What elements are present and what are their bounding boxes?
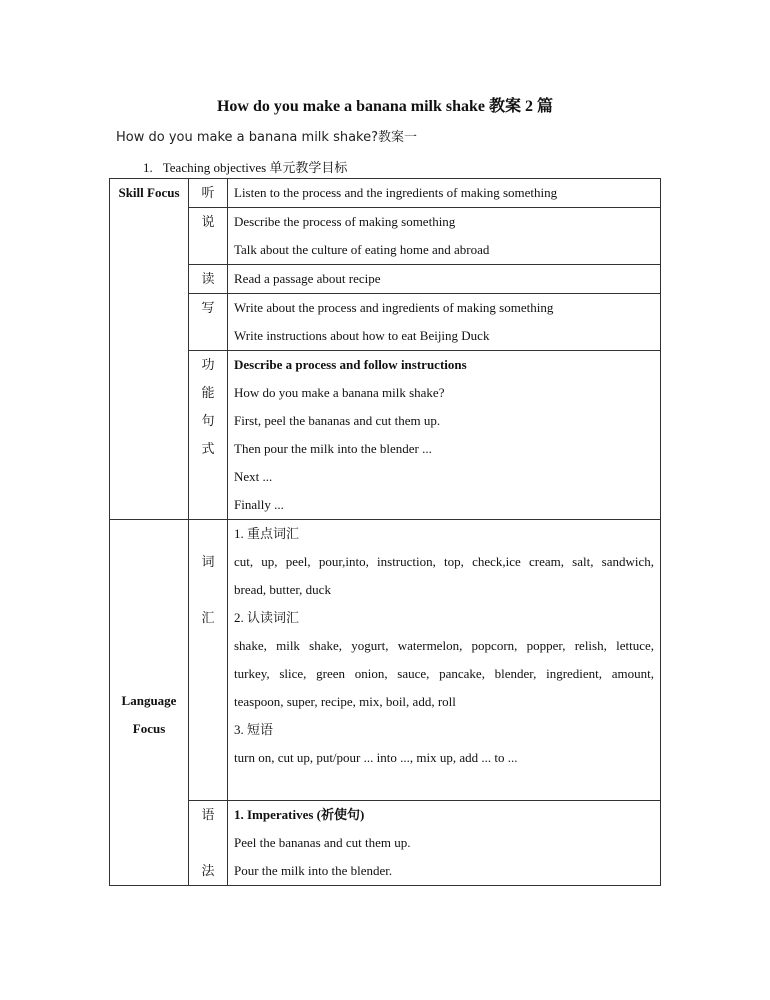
skill-char: 句: [201, 413, 215, 428]
section-number: 1.: [143, 160, 153, 175]
skill-content-cell: [228, 351, 661, 520]
skill-char: 听: [201, 185, 215, 200]
section-heading: [143, 157, 347, 176]
content-line: Write instructions about how to eat Beijing Duck: [234, 328, 490, 343]
content-line: Pour the milk into the blender.: [234, 863, 393, 878]
content-line: Write about the process and ingredients of making something: [234, 300, 554, 315]
vocab-char-cell: [189, 520, 228, 801]
content-line: Read a passage about recipe: [234, 271, 381, 286]
content-line: Next ...: [234, 469, 273, 484]
content-line: teaspoon, super, recipe, mix, boil, add, roll: [234, 694, 456, 709]
language-focus-label: Language: [121, 693, 177, 708]
content-line: Describe the process of making something: [234, 214, 456, 229]
skill-char-cell: [189, 294, 228, 351]
vocab-char: 汇: [201, 610, 215, 625]
skill-content-cell: [228, 265, 661, 294]
skill-char-cell: [189, 265, 228, 294]
spacer: [189, 576, 227, 604]
skill-char: 说: [201, 214, 215, 229]
table-row: [110, 265, 661, 294]
section-label: Teaching objectives 单元教学目标: [162, 160, 348, 175]
content-line: Listen to the process and the ingredients of making something: [234, 185, 558, 200]
vocab-content-cell: [228, 520, 661, 801]
skill-content-cell: [228, 294, 661, 351]
document-subtitle: How do you make a banana milk shake?教案一: [116, 130, 418, 145]
skill-content-cell: [228, 208, 661, 265]
content-line: How do you make a banana milk shake?: [234, 385, 445, 400]
grammar-char-cell: [189, 801, 228, 886]
content-line: 3. 短语: [234, 722, 274, 737]
skill-char-cell: [189, 351, 228, 520]
vocab-char: 词: [201, 554, 215, 569]
content-line: Describe a process and follow instructions: [234, 357, 467, 372]
grammar-char: 法: [201, 863, 215, 878]
content-line: Then pour the milk into the blender ...: [234, 441, 432, 456]
skill-char-cell: [189, 208, 228, 265]
content-line: 2. 认读词汇: [234, 610, 300, 625]
skill-content-cell: [228, 179, 661, 208]
content-line: bread, butter, duck: [234, 582, 331, 597]
content-line: turn on, cut up, put/pour ... into ..., mix up, add ... to ...: [234, 750, 518, 765]
language-focus-heading: [110, 520, 189, 886]
table-row: [110, 179, 661, 208]
skill-char-cell: [189, 179, 228, 208]
content-line: 1. 重点词汇: [234, 526, 300, 541]
table-row: [110, 351, 661, 520]
skill-char: 功: [201, 357, 215, 372]
skill-char: 式: [201, 441, 215, 456]
content-line: Peel the bananas and cut them up.: [234, 835, 411, 850]
content-line: 1. Imperatives (祈使句): [234, 807, 365, 822]
table-row: [110, 520, 661, 801]
skill-char: 写: [201, 300, 215, 315]
content-line: First, peel the bananas and cut them up.: [234, 413, 441, 428]
grammar-content-cell: [228, 801, 661, 886]
spacer: [189, 829, 227, 857]
table-row: [110, 294, 661, 351]
content-line: Talk about the culture of eating home and abroad: [234, 242, 490, 257]
skill-char: 能: [201, 385, 215, 400]
grammar-char: 语: [201, 807, 215, 822]
content-line: cut, up, peel, pour,into, instruction, top, check,ice cream, salt, sandwich,: [234, 554, 654, 569]
language-focus-label: Focus: [132, 721, 166, 736]
content-line: shake, milk shake, yogurt, watermelon, popcorn, popper, relish, lettuce,: [234, 638, 654, 653]
skill-char: 读: [201, 271, 215, 286]
content-line: turkey, slice, green onion, sauce, pancake, blender, ingredient, amount,: [234, 666, 654, 681]
skill-focus-heading: [110, 179, 189, 520]
document-title: How do you make a banana milk shake 教案 2 篇: [216, 98, 554, 115]
skill-focus-label: Skill Focus: [118, 185, 180, 200]
table-row: [110, 801, 661, 886]
table-row: [110, 208, 661, 265]
content-line: Finally ...: [234, 497, 284, 512]
objectives-table: [109, 178, 661, 886]
